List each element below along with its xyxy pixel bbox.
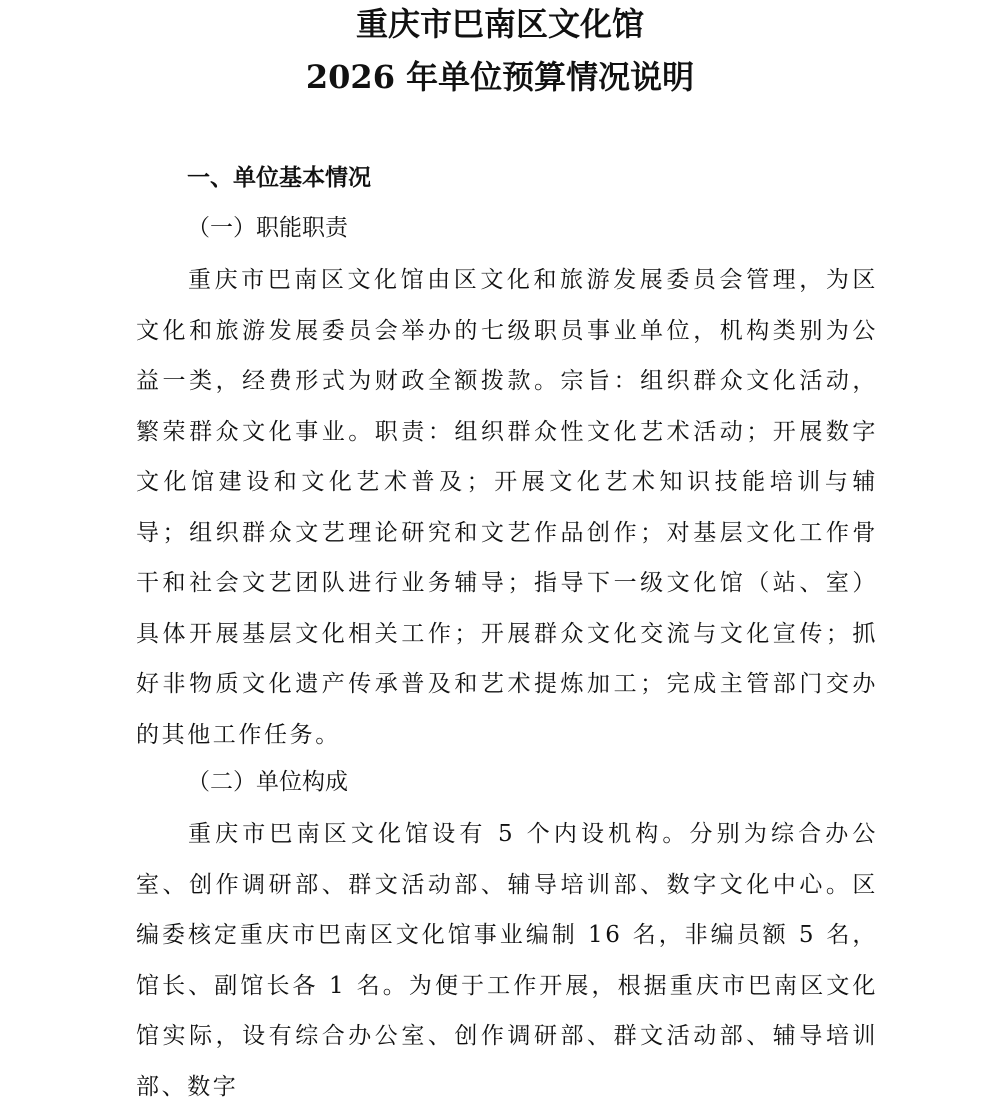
- subsection-heading-composition: （二）单位构成: [187, 769, 348, 795]
- section-heading-basic-info: 一、单位基本情况: [187, 165, 371, 191]
- document-title-line2: 2026 年单位预算情况说明: [305, 58, 695, 96]
- paragraph-functions: 重庆市巴南区文化馆由区文化和旅游发展委员会管理，为区文化和旅游发展委员会举办的七级职员事业单位，机构类别为公益一类，经费形式为财政全额拨款。宗旨：组织群众文化活动，繁荣群众文化事业。职责：组织群众性文化艺术活动；开展数字文化馆建设和文化艺术普及；开展文化艺术知识技能培训与辅导；组织群众文艺理论研究和文艺作品创作；对基层文化工作骨干和社会文艺团队进行业务辅导；指导下一级文化馆（站、室）具体开展基层文化相关工作；开展群众文化交流与文化宣传；抓好非物质文化遗产传承普及和艺术提炼加工；完成主管部门交办的其他工作任务。: [136, 267, 878, 748]
- subsection-heading-functions: （一）职能职责: [187, 215, 348, 241]
- document-title-line1: 重庆市巴南区文化馆: [355, 5, 644, 43]
- paragraph-composition: 重庆市巴南区文化馆设有 5 个内设机构。分别为综合办公室、创作调研部、群文活动部、辅导培训部、数字文化中心。区编委核定重庆市巴南区文化馆事业编制 16 名，非编员额 5 名，馆长、副馆长各 1 名。为便于工作开展，根据重庆市巴南区文化馆实际，设有综合办公室、创作调研部、群文活动部、辅导培训部、数字: [136, 821, 878, 1100]
